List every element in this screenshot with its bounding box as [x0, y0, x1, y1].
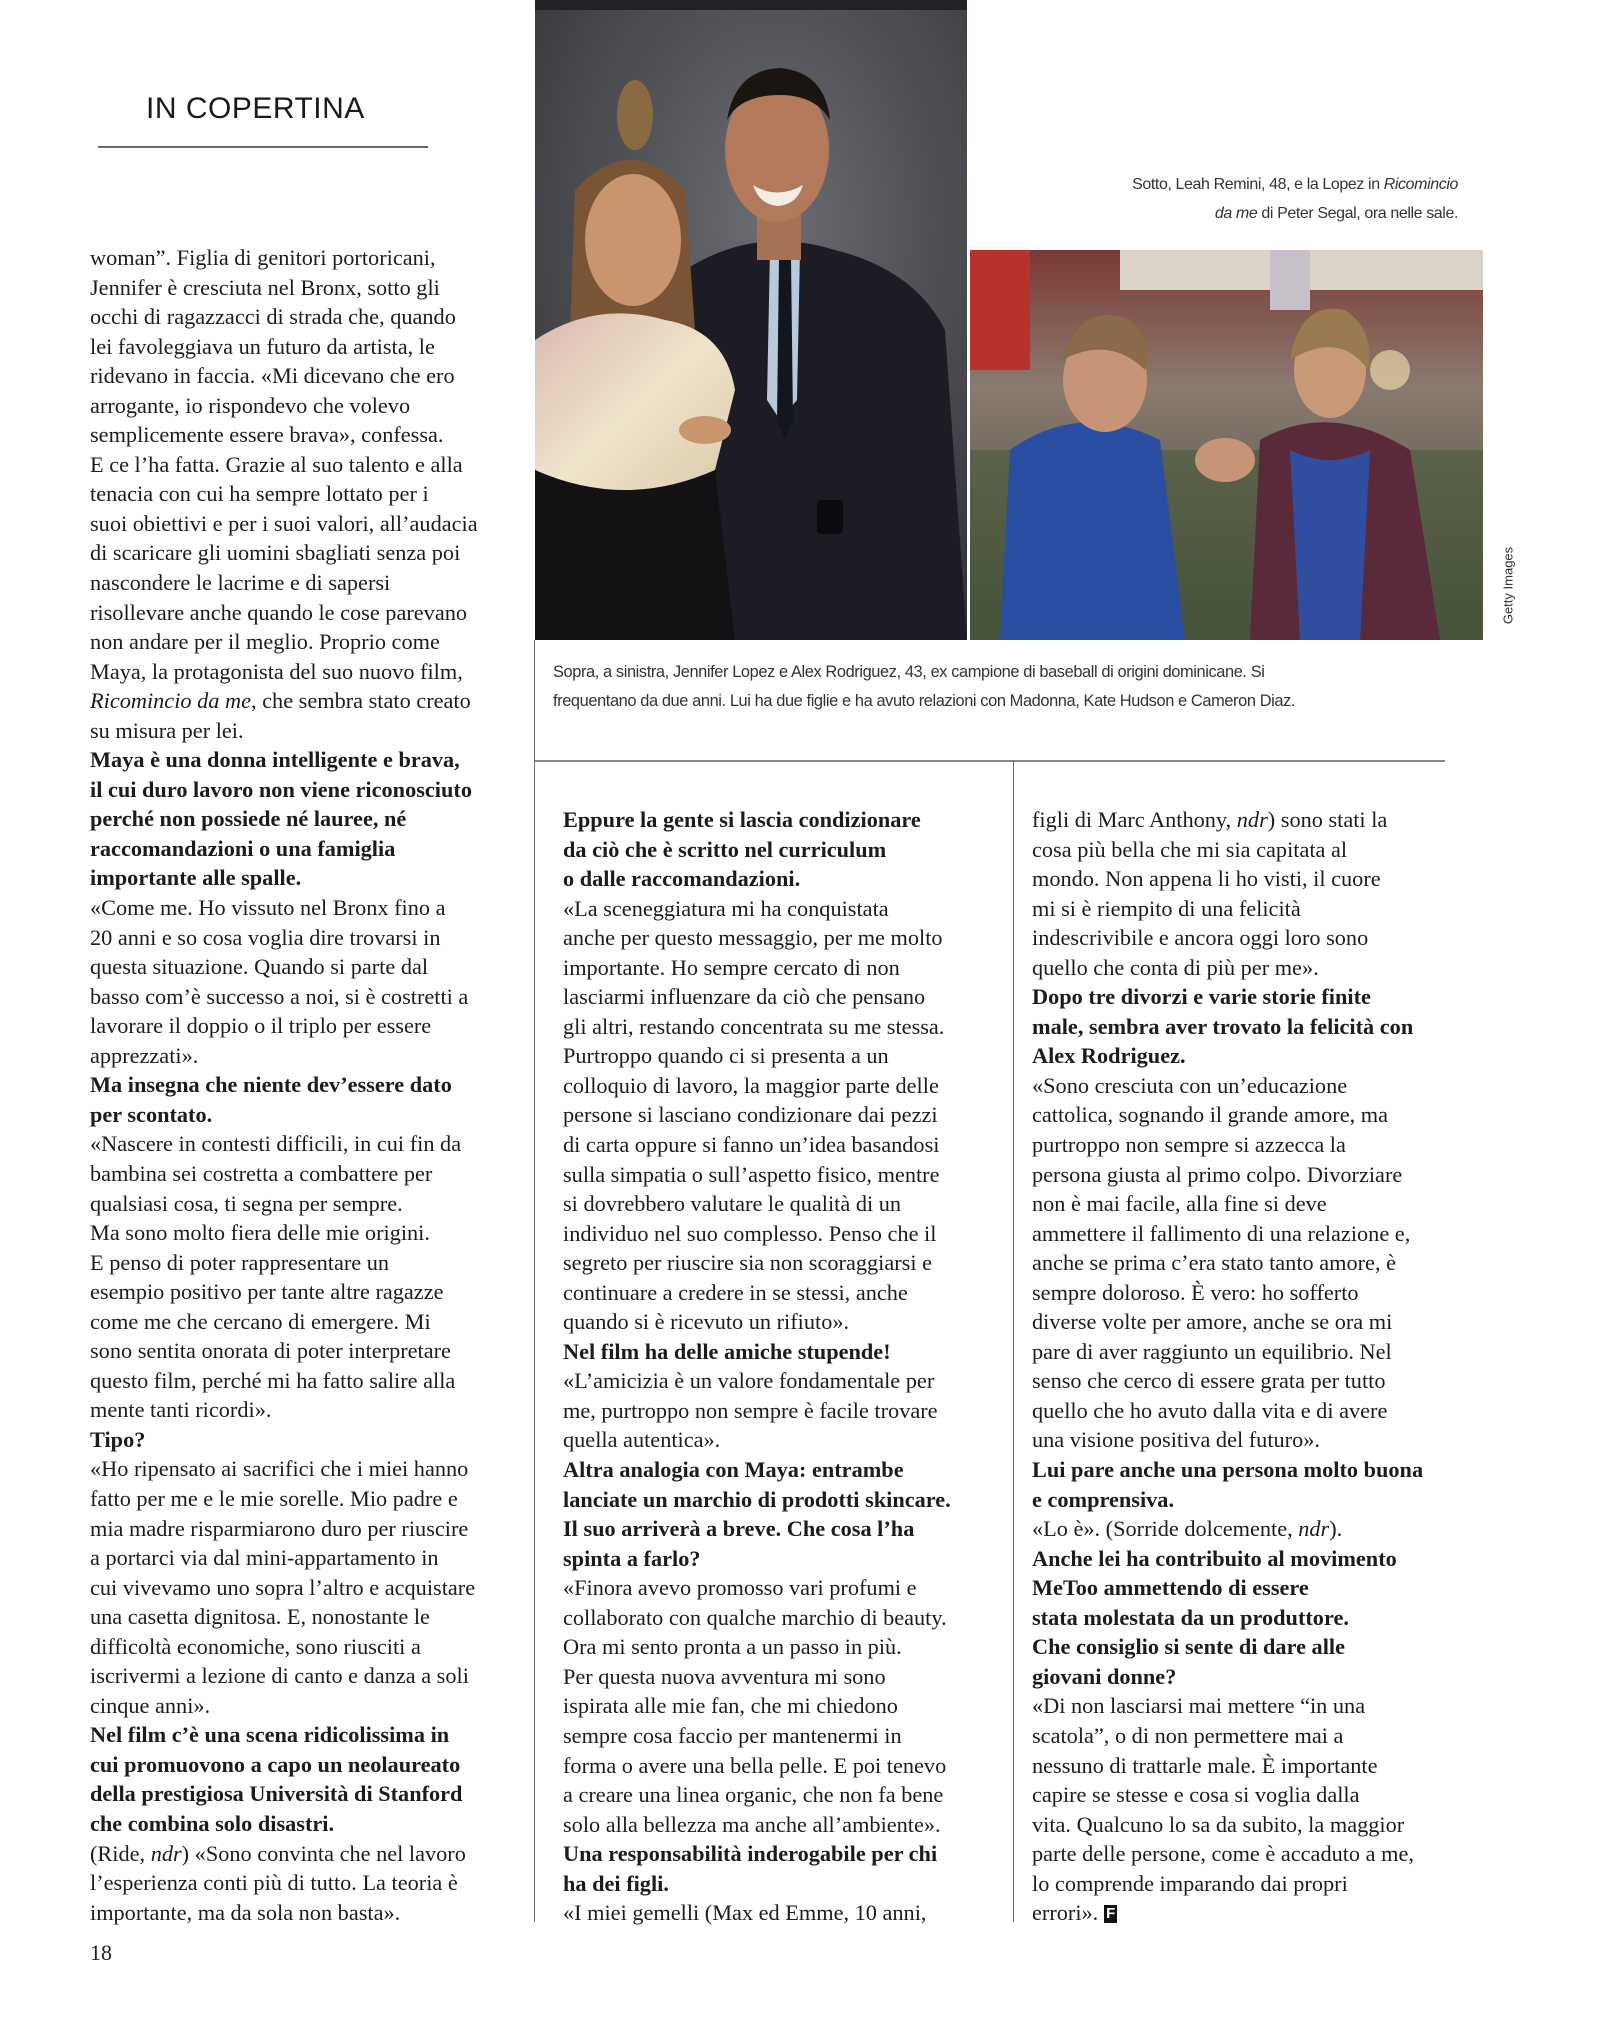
text-line: Nel film c’è una scena ridicolissima in: [90, 1722, 450, 1748]
interview-question: [90, 1070, 520, 1129]
text-line: Ora mi sento pronta a un passo in più.: [563, 1634, 902, 1660]
text-line: E ce l’ha fatta. Grazie al suo talento e alla: [90, 451, 463, 477]
text-line: arrogante, io rispondevo che volevo: [90, 392, 411, 418]
text-line: Che consiglio si sente di dare alle: [1032, 1634, 1345, 1660]
photo-caption-bottom-line-1: Sopra, a sinistra, Jennifer Lopez e Alex Rodriguez, 43, ex campione di baseball di origini dominicane. Si: [553, 663, 1265, 681]
text-line: continuare a credere in se stessi, anche: [563, 1279, 908, 1305]
text-line: nessuno di trattarle male. È importante: [1032, 1752, 1378, 1778]
text-line: Eppure la gente si lascia condizionare: [563, 807, 921, 832]
text-line: mi si è riempito di una felicità: [1032, 895, 1301, 921]
text-line: nascondere le lacrime e di sapersi: [90, 570, 391, 596]
text-line: capire se stesse e cosa si voglia dalla: [1032, 1782, 1360, 1808]
text-line: lei favoleggiava un futuro da artista, le: [90, 333, 435, 359]
column-divider-right: [1013, 760, 1014, 1922]
interview-paragraph: [563, 1366, 1003, 1455]
text-line: importante. Ho sempre cercato di non: [563, 954, 900, 980]
text-line: Maya, la protagonista del suo nuovo film,: [90, 658, 463, 684]
text-line: si dovrebbero valutare le qualità di un: [563, 1191, 902, 1217]
text-line: Dopo tre divorzi e varie storie finite: [1032, 984, 1371, 1010]
interview-question: [1032, 1455, 1472, 1514]
interview-paragraph: [563, 1898, 1003, 1928]
interview-question: [563, 1337, 1003, 1367]
text-line: Ma sono molto fiera delle mie origini.: [90, 1220, 430, 1246]
text-line: parte delle persone, come è accaduto a me,: [1032, 1841, 1414, 1867]
text-line: «Sono cresciuta con un’educazione: [1032, 1072, 1348, 1098]
text-line: anche se prima c’era stato tanto amore, è: [1032, 1250, 1397, 1276]
interview-paragraph: [563, 894, 1003, 1337]
interview-question: [1032, 1544, 1472, 1692]
text-line: della prestigiosa Università di Stanford: [90, 1781, 463, 1807]
text-line: [90, 1839, 520, 1869]
text-line: lo comprende imparando dai propri: [1032, 1870, 1348, 1896]
interview-paragraph: [90, 1454, 520, 1720]
text-segment: figli di Marc Anthony,: [1032, 807, 1237, 832]
text-line: Lui pare anche una persona molto buona: [1032, 1457, 1424, 1483]
text-line: [1032, 805, 1472, 835]
article-column-3: [1032, 805, 1472, 1928]
text-line: l’esperienza conti più di tutto. La teoria è: [90, 1870, 458, 1896]
text-line: quella autentica».: [563, 1427, 721, 1453]
caption-divider: [535, 760, 1445, 762]
text-line: da ciò che è scritto nel curriculum: [563, 836, 887, 862]
interview-paragraph: [563, 1573, 1003, 1839]
text-line: iscrivermi a lezione di canto e danza a soli: [90, 1663, 469, 1689]
text-segment: ).: [1329, 1516, 1343, 1542]
text-line: Per questa nuova avventura mi sono: [563, 1663, 886, 1689]
text-line: cinque anni».: [90, 1692, 211, 1718]
text-line: risollevare anche quando le cose parevano: [90, 599, 468, 625]
text-line: me, purtroppo non sempre è facile trovare: [563, 1397, 938, 1423]
article-column-2: [563, 805, 1003, 1928]
text-line: indescrivibile e ancora oggi loro sono: [1032, 925, 1369, 951]
text-line: qualsiasi cosa, ti segna per sempre.: [90, 1190, 403, 1216]
text-line: il cui duro lavoro non viene riconosciuto: [90, 776, 472, 802]
text-line: cui promuovono a capo un neolaureato: [90, 1751, 461, 1777]
text-line: persona giusta al primo colpo. Divorziare: [1032, 1161, 1403, 1187]
text-line: su misura per lei.: [90, 717, 244, 743]
text-line: woman”. Figlia di genitori portoricani,: [90, 245, 436, 270]
text-line: 20 anni e so cosa voglia dire trovarsi in: [90, 924, 441, 950]
interview-paragraph: [1032, 805, 1472, 982]
text-line: Jennifer è cresciuta nel Bronx, sotto gli: [90, 274, 440, 300]
text-line: Nel film ha delle amiche stupende!: [563, 1338, 891, 1364]
text-line: sempre doloroso. È vero: ho sofferto: [1032, 1279, 1359, 1305]
text-line: esempio positivo per tante altre ragazze: [90, 1279, 444, 1305]
text-line: Altra analogia con Maya: entrambe: [563, 1457, 904, 1483]
text-line: «Come me. Ho vissuto nel Bronx fino a: [90, 895, 446, 921]
interview-paragraph: [90, 893, 520, 1070]
text-line: mente tanti ricordi».: [90, 1397, 272, 1423]
interview-paragraph: [90, 1129, 520, 1424]
text-line: solo alla bellezza ma anche all’ambiente».: [563, 1811, 941, 1837]
text-line: quando si è ricevuto un rifiuto».: [563, 1309, 850, 1335]
text-line: una visione positiva del futuro».: [1032, 1427, 1320, 1453]
text-line: questa situazione. Quando si parte dal: [90, 954, 429, 980]
text-line: E penso di poter rappresentare un: [90, 1249, 390, 1275]
interview-paragraph: [90, 1839, 520, 1928]
text-line: ridevano in faccia. «Mi dicevano che ero: [90, 363, 455, 389]
text-line: basso com’è successo a noi, si è costretti a: [90, 983, 469, 1009]
interview-question: [90, 1425, 520, 1455]
text-line: o dalle raccomandazioni.: [563, 866, 801, 892]
photo-lopez-rodriguez-image: [535, 0, 967, 640]
italic-text: ndr: [150, 1840, 182, 1866]
interview-question: [90, 1720, 520, 1838]
text-line: difficoltà economiche, sono riusciti a: [90, 1633, 421, 1659]
italic-text: Ricomincio da me: [90, 688, 251, 714]
photo-caption-top-line-2: da me di Peter Segal, ora nelle sale.: [1214, 205, 1458, 222]
text-line: per scontato.: [90, 1101, 213, 1127]
text-line: sempre cosa faccio per mantenermi in: [563, 1722, 902, 1748]
text-line: «Di non lasciarsi mai mettere “in una: [1032, 1693, 1366, 1719]
text-line: «La sceneggiatura mi ha conquistata: [563, 895, 889, 921]
text-line: una casetta dignitosa. E, nonostante le: [90, 1604, 430, 1630]
photo-film-still-image: [970, 250, 1483, 640]
text-line: mia madre risparmiarono duro per riuscire: [90, 1515, 469, 1541]
text-segment: (Ride,: [90, 1840, 151, 1866]
interview-question: [563, 1839, 1003, 1898]
text-line: perché non possiede né lauree, né: [90, 806, 407, 832]
text-line: colloquio di lavoro, la maggior parte delle: [563, 1072, 939, 1098]
photo-film-still: [970, 250, 1483, 640]
text-line: occhi di ragazzacci di strada che, quando: [90, 304, 456, 330]
text-line: scatola”, o di non permettere mai a: [1032, 1722, 1344, 1748]
text-segment: ) sono stati la: [1267, 807, 1388, 832]
photo-caption-top: [1000, 170, 1458, 228]
text-line: «Ho ripensato ai sacrifici che i miei hanno: [90, 1456, 469, 1482]
text-line: raccomandazioni o una famiglia: [90, 835, 396, 861]
text-line: a portarci via dal mini-appartamento in: [90, 1545, 439, 1571]
interview-paragraph: [1032, 1514, 1472, 1544]
italic-text: ndr: [1236, 807, 1268, 832]
interview-question: [1032, 982, 1472, 1071]
text-line: quello che ho avuto dalla vita e di avere: [1032, 1397, 1388, 1423]
text-line: Maya è una donna intelligente e brava,: [90, 747, 460, 773]
text-line: Il suo arriverà a breve. Che cosa l’ha: [563, 1516, 915, 1542]
text-line: suoi obiettivi e per i suoi valori, all’audacia: [90, 510, 478, 536]
interview-paragraph: [1032, 1691, 1472, 1927]
text-line: ispirata alle mie fan, che mi chiedono: [563, 1693, 898, 1719]
text-segment: ) «Sono convinta che nel lavoro: [181, 1840, 466, 1866]
text-line: individuo nel suo complesso. Penso che il: [563, 1220, 937, 1246]
interview-question: [563, 805, 1003, 894]
text-line: collaborato con qualche marchio di beauty.: [563, 1604, 947, 1630]
text-line: [90, 686, 520, 716]
text-line: cattolica, sognando il grande amore, ma: [1032, 1102, 1388, 1128]
text-line: apprezzati».: [90, 1042, 199, 1068]
text-line: cosa più bella che mi sia capitata al: [1032, 836, 1348, 862]
text-line: questo film, perché mi ha fatto salire alla: [90, 1367, 456, 1393]
section-title: IN COPERTINA: [146, 92, 365, 125]
text-line: semplicemente essere brava», confessa.: [90, 422, 444, 448]
text-line: spinta a farlo?: [563, 1545, 701, 1571]
text-line: senso che cerco di essere grata per tutto: [1032, 1368, 1386, 1394]
text-line: stata molestata da un produttore.: [1032, 1604, 1349, 1630]
text-segment: errori».: [1032, 1900, 1099, 1926]
text-line: Anche lei ha contribuito al movimento: [1032, 1545, 1397, 1571]
text-line: come me che cercano di emergere. Mi: [90, 1308, 431, 1334]
text-line: importante, ma da sola non basta».: [90, 1899, 401, 1925]
text-line: «Nascere in contesti difficili, in cui fin da: [90, 1131, 462, 1157]
text-line: ammettere il fallimento di una relazione e,: [1032, 1220, 1411, 1246]
photo-caption-top-line-1: Sotto, Leah Remini, 48, e la Lopez in Ricomincio: [1132, 176, 1458, 193]
text-line: gli altri, restando concentrata su me stessa.: [563, 1013, 945, 1039]
text-line: Tipo?: [90, 1426, 146, 1452]
text-line: [1032, 1514, 1472, 1544]
interview-paragraph: [90, 243, 520, 745]
text-line: [1032, 1898, 1472, 1928]
text-line: cui vivevamo uno sopra l’altro e acquistare: [90, 1574, 476, 1600]
text-line: «Finora avevo promosso vari profumi e: [563, 1575, 917, 1601]
text-line: «L’amicizia è un valore fondamentale per: [563, 1368, 935, 1394]
text-line: ha dei figli.: [563, 1870, 669, 1896]
section-title-rule: [98, 146, 428, 148]
text-line: fatto per me e le mie sorelle. Mio padre e: [90, 1485, 458, 1511]
text-line: importante alle spalle.: [90, 865, 302, 891]
text-line: e comprensiva.: [1032, 1486, 1175, 1512]
text-line: quello che conta di più per me».: [1032, 954, 1319, 980]
text-line: MeToo ammettendo di essere: [1032, 1575, 1309, 1601]
text-line: anche per questo messaggio, per me molto: [563, 925, 943, 951]
text-line: non andare per il meglio. Proprio come: [90, 629, 440, 655]
text-line: a creare una linea organic, che non fa bene: [563, 1782, 944, 1808]
text-line: lanciate un marchio di prodotti skincare.: [563, 1486, 951, 1512]
text-line: segreto per riuscire sia non scoraggiarsi e: [563, 1250, 932, 1276]
text-line: mondo. Non appena li ho visti, il cuore: [1032, 866, 1381, 892]
text-line: diverse volte per amore, anche se ora mi: [1032, 1309, 1393, 1335]
text-segment: , che sembra stato creato: [251, 688, 471, 714]
text-line: vita. Qualcuno lo sa da subito, la maggior: [1032, 1811, 1405, 1837]
text-line: Una responsabilità inderogabile per chi: [563, 1841, 938, 1867]
text-line: persone si lasciano condizionare dai pezzi: [563, 1102, 938, 1128]
text-line: Purtroppo quando ci si presenta a un: [563, 1043, 889, 1069]
photo-caption-bottom: [553, 658, 1453, 716]
text-line: «I miei gemelli (Max ed Emme, 10 anni,: [563, 1900, 927, 1926]
text-line: di scaricare gli uomini sbagliati senza poi: [90, 540, 461, 566]
text-line: sono sentita onorata di poter interpretare: [90, 1338, 451, 1364]
text-line: lasciarmi influenzare da ciò che pensano: [563, 984, 926, 1010]
text-line: bambina sei costretta a combattere per: [90, 1160, 433, 1186]
photo-caption-bottom-line-2: frequentano da due anni. Lui ha due figlie e ha avuto relazioni con Madonna, Kate Hudson e Cameron Diaz.: [553, 692, 1296, 710]
text-line: tenacia con cui ha sempre lottato per i: [90, 481, 429, 507]
interview-question: [90, 745, 520, 893]
text-line: Ma insegna che niente dev’essere dato: [90, 1072, 452, 1098]
italic-text: ndr: [1298, 1516, 1330, 1542]
photo-credit: Getty Images: [1500, 546, 1516, 625]
text-line: non è mai facile, alla fine si deve: [1032, 1191, 1327, 1217]
photo-lopez-rodriguez: [535, 0, 967, 640]
end-of-article-mark: F: [1106, 1905, 1116, 1923]
text-line: giovani donne?: [1032, 1663, 1177, 1689]
text-line: di carta oppure si fanno un’idea basandosi: [563, 1132, 940, 1158]
text-line: pare di aver raggiunto un equilibrio. Nel: [1032, 1338, 1392, 1364]
text-segment: «Lo è». (Sorride dolcemente,: [1032, 1516, 1299, 1542]
page-number: 18: [90, 1940, 112, 1965]
text-line: lavorare il doppio o il triplo per essere: [90, 1013, 432, 1039]
column-divider-left: [534, 640, 535, 1922]
text-line: purtroppo non sempre si azzecca la: [1032, 1132, 1346, 1158]
text-line: male, sembra aver trovato la felicità con: [1032, 1013, 1414, 1039]
interview-paragraph: [1032, 1071, 1472, 1455]
article-column-1: [90, 243, 520, 1927]
text-line: che combina solo disastri.: [90, 1810, 335, 1836]
text-line: Alex Rodriguez.: [1032, 1043, 1186, 1069]
interview-question: [563, 1455, 1003, 1573]
text-line: sulla simpatia o sull’aspetto fisico, mentre: [563, 1161, 940, 1187]
text-line: forma o avere una bella pelle. E poi tenevo: [563, 1752, 947, 1778]
